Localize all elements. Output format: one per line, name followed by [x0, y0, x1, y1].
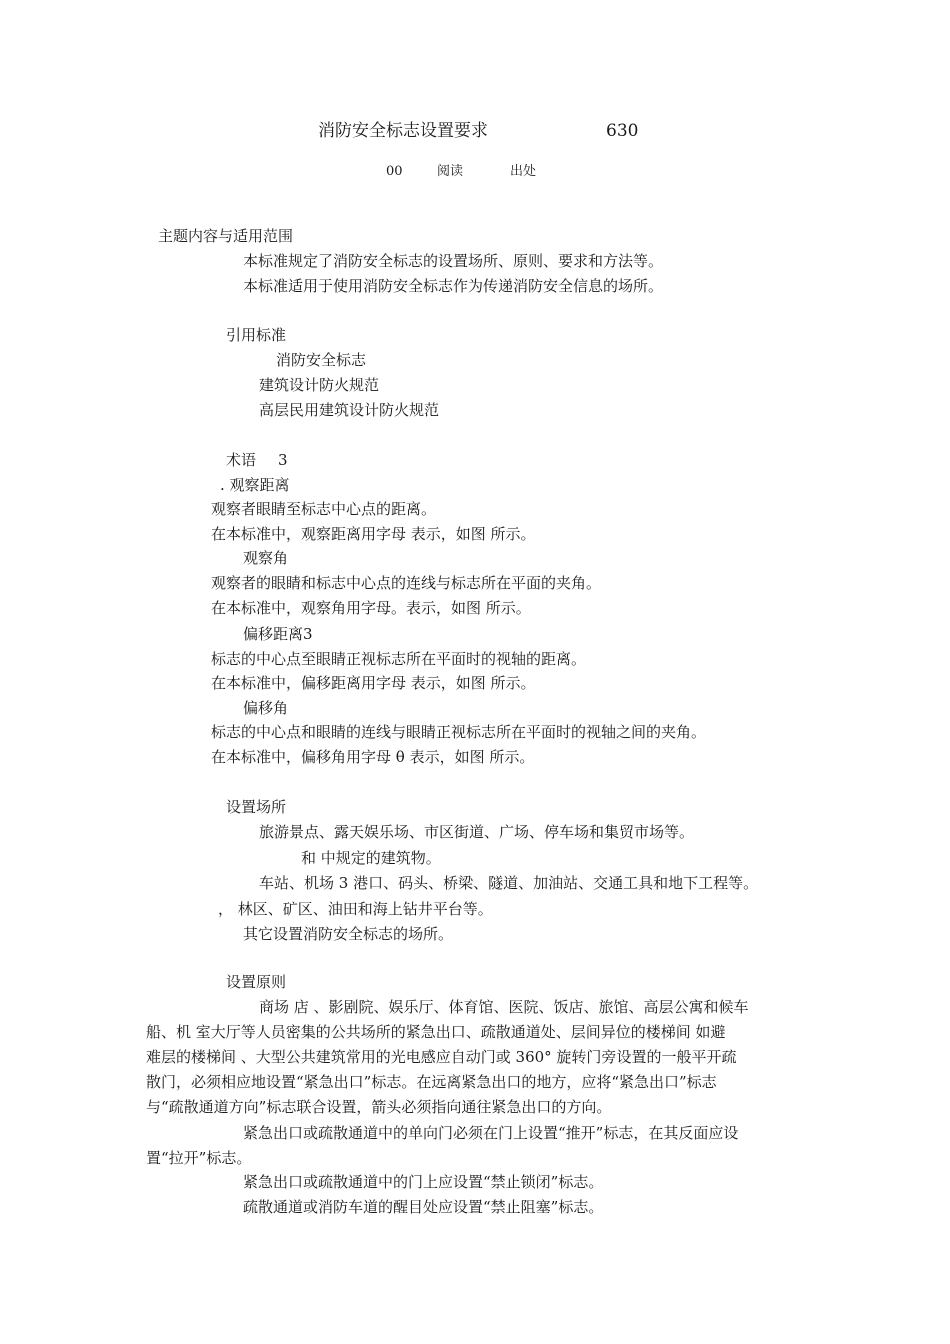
paragraph-line: 在本标准中，偏移距离用字母 表示，如图 所示。 — [211, 674, 536, 692]
paragraph-line: 标志的中心点至眼睛正视标志所在平面时的视轴的距离。 — [211, 650, 587, 668]
meta-item: 00 — [386, 164, 403, 179]
paragraph-line: 观察者的眼睛和标志中心点的连线与标志所在平面的夹角。 — [211, 574, 602, 592]
paragraph-line: ， 林区、矿区、油田和海上钻井平台等。 — [218, 900, 493, 918]
paragraph-line: 车站、机场 3 港口、码头、桥梁、隧道、加油站、交通工具和地下工程等。 — [259, 874, 759, 892]
paragraph-line: 疏散通道或消防车道的醒目处应设置“禁止阻塞”标志。 — [243, 1198, 604, 1216]
paragraph-line: 船、机 室大厅等人员密集的公共场所的紧急出口、疏散通道处、层间异位的楼梯间 如避 — [146, 1023, 726, 1041]
paragraph-line: 和 中规定的建筑物。 — [301, 849, 441, 867]
paragraph-line: 紧急出口或疏散通道中的门上应设置“禁止锁闭”标志。 — [243, 1173, 604, 1191]
paragraph-line: 在本标准中，观察角用字母。表示，如图 所示。 — [211, 599, 531, 617]
paragraph-line: 旅游景点、露天娱乐场、市区街道、广场、停车场和集贸市场等。 — [259, 823, 695, 841]
section-heading-number: 3 — [278, 451, 288, 469]
section-heading: 主题内容与适用范围 — [158, 227, 294, 245]
reference-item: 建筑设计防火规范 — [259, 376, 380, 394]
reference-item: 消防安全标志 — [276, 351, 367, 369]
term-title: . 观察距离 — [220, 476, 290, 494]
paragraph-line: 散门，必须相应地设置“紧急出口”标志。在远离紧急出口的地方，应将“紧急出口”标志 — [146, 1073, 717, 1091]
section-heading: 设置场所 — [226, 798, 287, 816]
term-title: 观察角 — [243, 549, 289, 567]
document-title: 消防安全标志设置要求 — [318, 121, 488, 141]
paragraph-line: 其它设置消防安全标志的场所。 — [243, 925, 454, 943]
section-heading: 设置原则 — [226, 973, 287, 991]
term-title: 偏移角 — [243, 699, 289, 717]
section-heading: 引用标准 — [226, 326, 287, 344]
document-title-number: 630 — [606, 121, 639, 141]
section-heading: 术语 — [226, 451, 257, 469]
paragraph-line: 观察者眼睛至标志中心点的距离。 — [211, 500, 437, 518]
paragraph-line: 标志的中心点和眼睛的连线与眼睛正视标志所在平面时的视轴之间的夹角。 — [211, 723, 707, 741]
paragraph-line: 与“疏散通道方向”标志联合设置，箭头必须指向通往紧急出口的方向。 — [146, 1098, 612, 1116]
paragraph-line: 置“拉开”标志。 — [146, 1149, 252, 1167]
reference-item: 高层民用建筑设计防火规范 — [259, 401, 440, 419]
paragraph-line: 商场 店 、影剧院、娱乐厅、体育馆、医院、饭店、旅馆、高层公寓和候车 — [259, 998, 749, 1016]
meta-item: 出处 — [510, 164, 537, 179]
term-title: 偏移距离3 — [243, 625, 313, 643]
paragraph-line: 紧急出口或疏散通道中的单向门必须在门上设置“推开”标志，在其反面应设 — [243, 1124, 739, 1142]
paragraph-line: 在本标准中，偏移角用字母 θ 表示，如图 所示。 — [211, 748, 535, 766]
paragraph-line: 本标准适用于使用消防安全标志作为传递消防安全信息的场所。 — [243, 277, 664, 295]
meta-item: 阅读 — [437, 164, 464, 179]
paragraph-line: 难层的楼梯间 、大型公共建筑常用的光电感应自动门或 360° 旋转门旁设置的一般平开疏 — [146, 1048, 737, 1066]
paragraph-line: 本标准规定了消防安全标志的设置场所、原则、要求和方法等。 — [243, 252, 664, 270]
paragraph-line: 在本标准中，观察距离用字母 表示，如图 所示。 — [211, 525, 536, 543]
